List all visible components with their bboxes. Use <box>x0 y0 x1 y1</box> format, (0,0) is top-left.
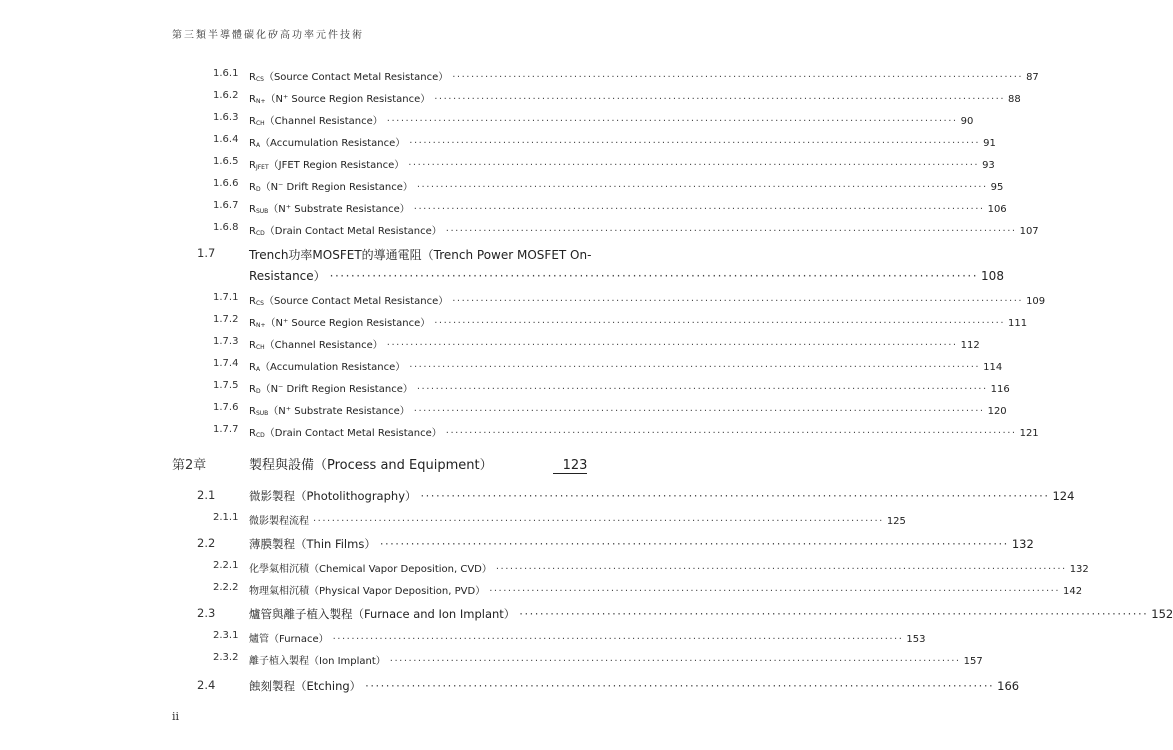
dot-leader: ·························································································································· <box>379 537 1009 551</box>
entry-number: 2.2.1 <box>213 560 239 571</box>
dot-leader: ·························································································································· <box>452 72 1024 83</box>
entry-title: $R_{CH}(Channel$ Resistance） <box>249 340 383 351</box>
page-number: 112 <box>960 340 980 351</box>
entry-number: 1.6.1 <box>213 68 239 79</box>
dot-leader: ·························································································································· <box>519 607 1149 621</box>
dot-leader: ·························································································································· <box>495 564 1067 575</box>
toc-entry[interactable] <box>0 222 1039 242</box>
toc-entry[interactable] <box>0 134 996 154</box>
toc-entry[interactable] <box>0 512 906 532</box>
entry-number: 1.7.6 <box>213 402 239 413</box>
entry-number: 1.6.5 <box>213 156 239 167</box>
entry-title: $R_{SUB}(N^+$ Substrate Resistance） <box>249 204 410 215</box>
entry-number: 1.6.6 <box>213 178 239 189</box>
dot-leader: ·························································································································· <box>420 489 1050 503</box>
page-number: 114 <box>983 362 1003 373</box>
dot-leader: ·························································································································· <box>452 296 1024 307</box>
running-header: 第三類半導體碳化矽高功率元件技術 <box>172 30 364 41</box>
chapter-number: 第2章 <box>172 458 207 473</box>
entry-title: $R_A(Accumulation$ Resistance） <box>249 362 406 373</box>
toc-section[interactable] <box>0 536 1034 556</box>
footer-page-number: ii <box>172 710 180 723</box>
dot-leader: ·························································································································· <box>386 116 958 127</box>
toc-entry[interactable] <box>0 336 980 356</box>
page-number: 120 <box>987 406 1007 417</box>
entry-number: 2.3 <box>197 606 216 620</box>
entry-title: 薄膜製程（Thin Films） <box>249 537 376 551</box>
entry-number: 1.6.7 <box>213 200 239 211</box>
page-number: 152 <box>1151 607 1173 621</box>
toc-entry[interactable] <box>0 292 1046 312</box>
entry-number: 1.7.7 <box>213 424 239 435</box>
entry-number: 2.1.1 <box>213 512 239 523</box>
entry-title: 離子植入製程（Ion Implant） <box>249 656 386 667</box>
toc-entry[interactable] <box>0 630 926 650</box>
page-number: 107 <box>1019 226 1039 237</box>
toc-entry[interactable] <box>0 424 1039 444</box>
entry-number: 1.6.2 <box>213 90 239 101</box>
dot-leader: ·························································································································· <box>434 94 1006 105</box>
entry-title: $R_{SUB}(N^+$ Substrate Resistance） <box>249 406 410 417</box>
page-number: 116 <box>990 384 1010 395</box>
entry-number: 2.3.1 <box>213 630 239 641</box>
toc-section[interactable] <box>0 488 1075 508</box>
dot-leader: ·························································································································· <box>416 182 988 193</box>
dot-leader: ·························································································································· <box>389 656 961 667</box>
entry-title: $R_{N+}(N^+$ Source Region Resistance） <box>249 94 431 105</box>
entry-title: 微影製程流程 <box>249 516 309 527</box>
toc-section[interactable] <box>0 678 1020 698</box>
entry-number: 1.6.3 <box>213 112 239 123</box>
dot-leader: ·························································································································· <box>445 226 1017 237</box>
entry-number: 1.7 <box>197 246 216 260</box>
toc-entry[interactable] <box>0 652 983 672</box>
dot-leader: ·························································································································· <box>434 318 1006 329</box>
toc-entry[interactable] <box>0 112 974 132</box>
entry-title: $R_D(N^-$ Drift Region Resistance） <box>249 182 413 193</box>
entry-title: 爐管（Furnace） <box>249 634 329 645</box>
page-number: 121 <box>1019 428 1039 439</box>
page-number: 111 <box>1008 318 1028 329</box>
toc-entry[interactable] <box>0 68 1039 88</box>
page-number: 142 <box>1063 586 1083 597</box>
dot-leader: ·························································································································· <box>313 516 884 527</box>
entry-title: $R_{N+}(N^+$ Source Region Resistance） <box>249 318 431 329</box>
toc-section[interactable] <box>0 606 1173 626</box>
toc-entry[interactable] <box>0 358 1003 378</box>
toc-section-1-7[interactable] <box>0 246 1004 290</box>
entry-title: $R_{CD}(Drain$ Contact Metal Resistance） <box>249 226 442 237</box>
entry-number: 2.2 <box>197 536 216 550</box>
toc-entry[interactable] <box>0 560 1089 580</box>
page-number: 90 <box>960 116 974 127</box>
toc-entry[interactable] <box>0 380 1010 400</box>
page-number: 95 <box>990 182 1004 193</box>
entry-number: 1.7.1 <box>213 292 239 303</box>
page-number: 88 <box>1008 94 1021 105</box>
entry-title: $R_D(N^-$ Drift Region Resistance） <box>249 384 413 395</box>
entry-title: 化學氣相沉積（Chemical Vapor Deposition, CVD） <box>249 564 492 575</box>
entry-number: 1.7.5 <box>213 380 239 391</box>
page-number: 132 <box>1069 564 1089 575</box>
dot-leader: ·························································································································· <box>408 160 980 171</box>
entry-title-line1: Trench功率MOSFET的導通電阻（Trench Power MOSFET On- <box>249 248 592 262</box>
dot-leader: ·························································································································· <box>332 634 904 645</box>
entry-number: 1.7.2 <box>213 314 239 325</box>
entry-number: 1.6.8 <box>213 222 239 233</box>
page-number: 124 <box>1052 489 1075 503</box>
toc-entry[interactable] <box>0 178 1004 198</box>
dot-leader: ·························································································································· <box>386 340 958 351</box>
chapter-title: 製程與設備（Process and Equipment） <box>249 458 493 473</box>
entry-number: 1.7.4 <box>213 358 239 369</box>
entry-title: 微影製程（Photolithography） <box>249 489 417 503</box>
dot-leader: ·························································································································· <box>416 384 988 395</box>
entry-number: 1.6.4 <box>213 134 239 145</box>
dot-leader: ·························································································································· <box>413 204 985 215</box>
toc-entry[interactable] <box>0 582 1083 602</box>
entry-number: 2.2.2 <box>213 582 239 593</box>
toc-entry[interactable] <box>0 402 1007 422</box>
toc-chapter-2[interactable] <box>0 454 750 476</box>
entry-title: 爐管與離子植入製程（Furnace and Ion Implant） <box>249 607 516 621</box>
page-number: 108 <box>981 269 1004 283</box>
entry-title: $R_A(Accumulation$ Resistance） <box>249 138 406 149</box>
dot-leader: ·························································································································· <box>489 586 1061 597</box>
entry-number: 2.3.2 <box>213 652 239 663</box>
dot-leader: ·························································································································· <box>445 428 1017 439</box>
entry-title: $R_{CS}(Source$ Contact Metal Resistance） <box>249 296 449 307</box>
page-number: 91 <box>983 138 996 149</box>
dot-leader: ·························································································································· <box>413 406 985 417</box>
page-number: 132 <box>1011 537 1034 551</box>
page-number: 125 <box>886 516 906 527</box>
entry-number: 1.7.3 <box>213 336 239 347</box>
toc-entry[interactable] <box>0 200 1007 220</box>
entry-number: 2.4 <box>197 678 216 692</box>
page-number: 109 <box>1026 296 1046 307</box>
entry-title: 物理氣相沉積（Physical Vapor Deposition, PVD） <box>249 586 486 597</box>
toc-entry[interactable] <box>0 90 1021 110</box>
page-number: 123 <box>553 458 588 474</box>
page-number: 106 <box>987 204 1007 215</box>
page-number: 153 <box>906 634 926 645</box>
page-number: 166 <box>997 679 1020 693</box>
dot-leader: ·························································································································· <box>365 679 995 693</box>
toc-entry[interactable] <box>0 156 995 176</box>
dot-leader: ·························································································································· <box>409 138 981 149</box>
page-number: 157 <box>963 656 983 667</box>
page-number: 87 <box>1026 72 1039 83</box>
dot-leader: ·························································································································· <box>329 269 979 283</box>
toc-entry[interactable] <box>0 314 1028 334</box>
entry-title-line2: Resistance） <box>249 269 326 283</box>
page-number: 93 <box>982 160 995 171</box>
entry-title: $R_{JFET}(JFET$ Region Resistance） <box>249 160 405 171</box>
dot-leader: ·························································································································· <box>409 362 981 373</box>
entry-number: 2.1 <box>197 488 216 502</box>
entry-title: 蝕刻製程（Etching） <box>249 679 362 693</box>
entry-title: $R_{CH}(Channel$ Resistance） <box>249 116 383 127</box>
entry-title: $R_{CS}(Source$ Contact Metal Resistance） <box>249 72 449 83</box>
entry-title: $R_{CD}(Drain$ Contact Metal Resistance） <box>249 428 442 439</box>
